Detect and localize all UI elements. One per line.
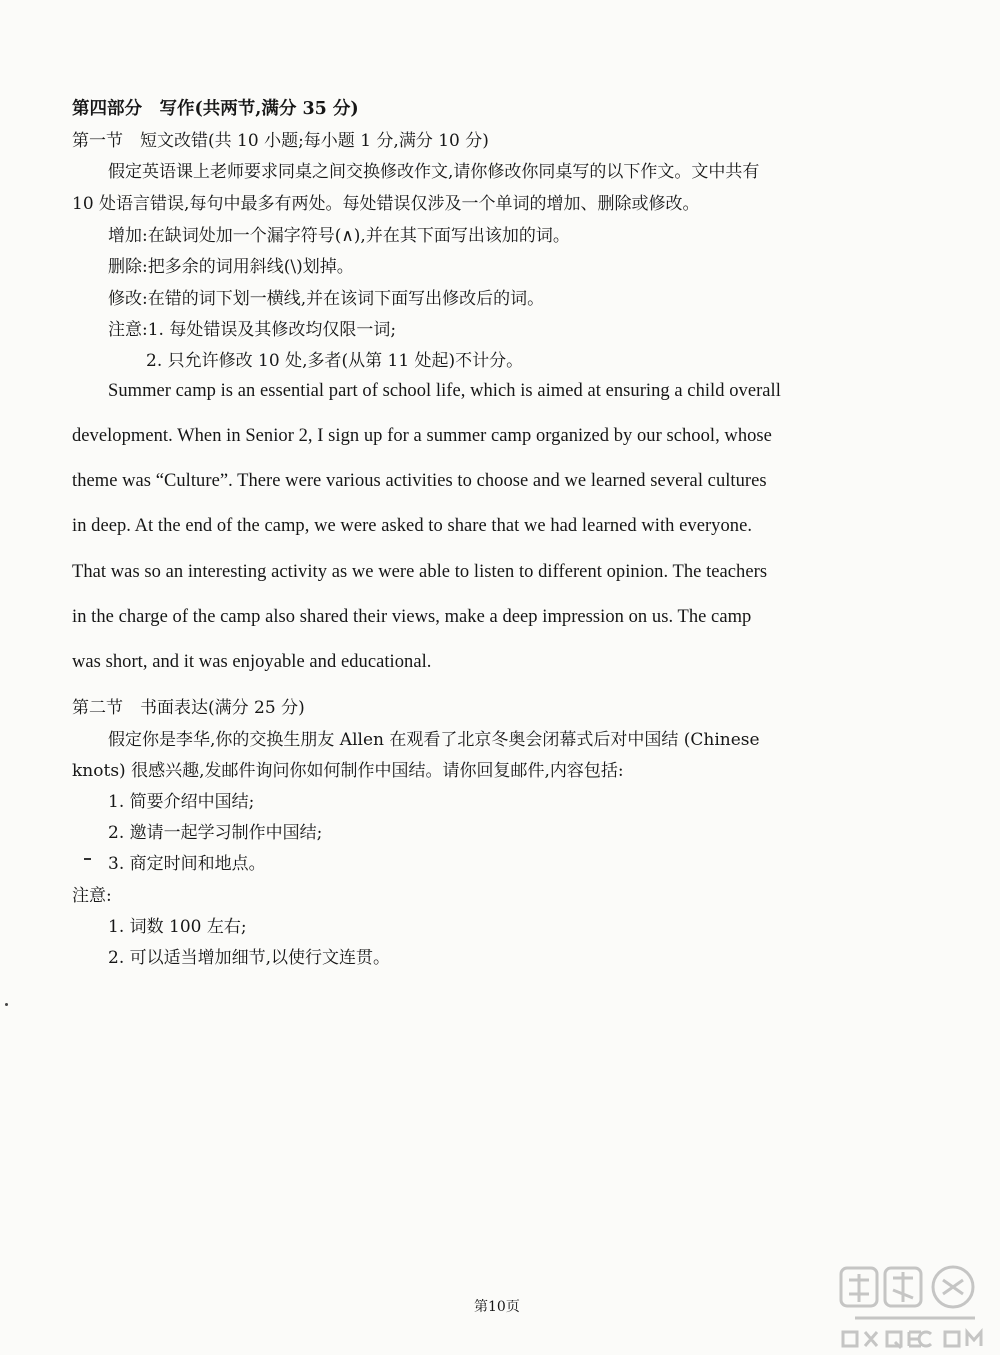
section2-heading: 第二节 书面表达(满分 25 分) [72,698,305,718]
section1-heading: 第一节 短文改错(共 10 小题;每小题 1 分,满分 10 分) [72,131,489,151]
stray-dot-mark [5,1003,8,1006]
passage-line-4: in deep. At the end of the camp, we were asked to share that we had learned with everyone. [72,516,753,536]
stray-dash-mark [84,858,91,860]
page-number: 第10页 [474,1299,520,1315]
passage-line-2: development. When in Senior 2, I sign up for a summer camp organized by our school, whose [72,426,772,446]
section1-instruction-add: 增加:在缺词处加一个漏字符号(∧),并在其下面写出该加的词。 [108,226,570,246]
section2-point-3: 3. 商定时间和地点。 [108,854,266,874]
section2-prompt-2: knots) 很感兴趣,发邮件询问你如何制作中国结。请你回复邮件,内容包括: [72,761,624,781]
section1-note-1: 注意:1. 每处错误及其修改均仅限一词; [108,320,397,340]
section1-instruction-1: 假定英语课上老师要求同桌之间交换修改作文,请你修改你同桌写的以下作文。文中共有 [108,162,760,182]
passage-line-1: Summer camp is an essential part of school life, which is aimed at ensuring a child overall [108,381,781,401]
part-title: 第四部分 写作(共两节,满分 35 分) [72,99,359,119]
section2-prompt-1: 假定你是李华,你的交换生朋友 Allen 在观看了北京冬奥会闭幕式后对中国结 (Chinese [108,730,760,750]
section1-instruction-delete: 删除:把多余的词用斜线(\)划掉。 [108,257,354,277]
passage-line-3: theme was “Culture”. There were various activities to choose and we learned several cultures [72,471,767,491]
section2-note-2: 2. 可以适当增加细节,以使行文连贯。 [108,948,391,968]
section1-instruction-modify: 修改:在错的词下划一横线,并在该词下面写出修改后的词。 [108,289,545,309]
passage-line-7: was short, and it was enjoyable and educational. [72,652,432,672]
section1-note-2: 2. 只允许修改 10 处,多者(从第 11 处起)不计分。 [146,351,524,371]
section2-note-label: 注意: [72,886,112,906]
section2-note-1: 1. 词数 100 左右; [108,917,247,937]
section1-instruction-2: 10 处语言错误,每句中最多有两处。每处错误仅涉及一个单词的增加、删除或修改。 [72,194,700,214]
watermark-logo-icon [835,1262,995,1350]
section2-point-1: 1. 简要介绍中国结; [108,792,255,812]
section2-point-2: 2. 邀请一起学习制作中国结; [108,823,323,843]
passage-line-5: That was so an interesting activity as we were able to listen to different opinion. The teachers [72,562,768,582]
passage-line-6: in the charge of the camp also shared their views, make a deep impression on us. The camp [72,607,752,627]
